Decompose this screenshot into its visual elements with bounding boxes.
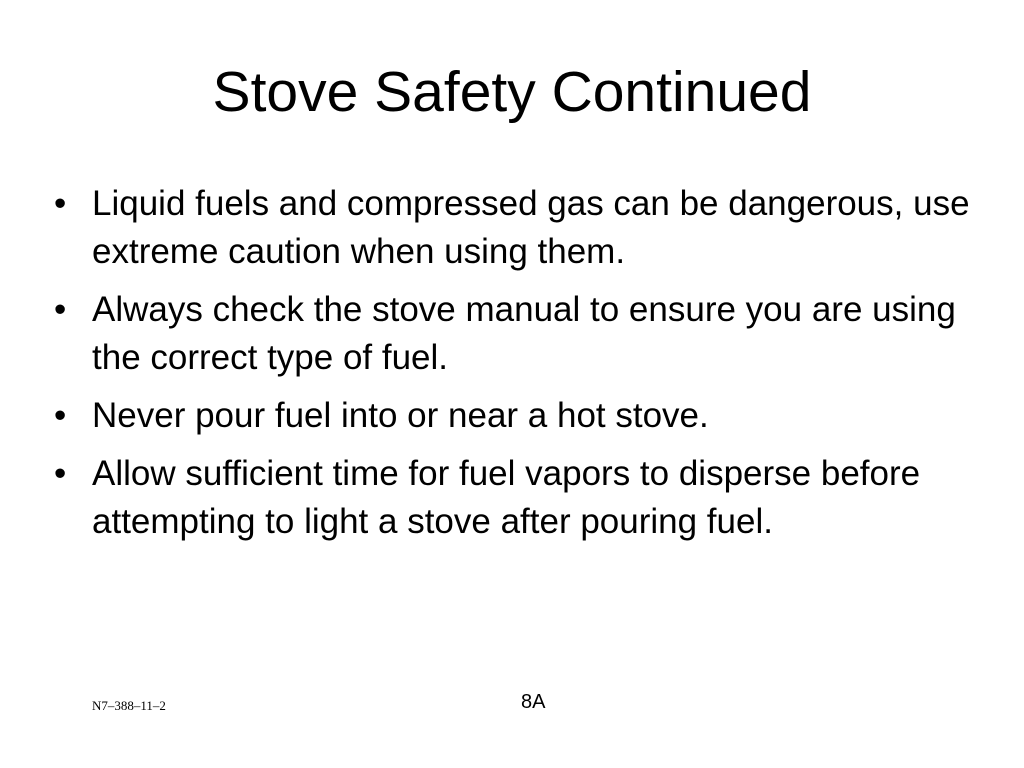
footer-code: N7–388–11–2: [92, 698, 166, 713]
slide-title: Stove Safety Continued: [212, 60, 812, 124]
bullet-item-fuel-vapors: [52, 450, 992, 546]
bullet-icon: •: [54, 184, 67, 223]
bullet-icon: •: [54, 290, 67, 329]
bullet-item-hot-stove: [52, 392, 992, 440]
bullet-icon: •: [54, 396, 67, 435]
bullet-text: Liquid fuels and compressed gas can be dangerous, use extreme caution when using them.: [92, 184, 970, 271]
bullet-text: Always check the stove manual to ensure you are using the correct type of fuel.: [92, 290, 956, 377]
bullet-item-stove-manual: [52, 286, 992, 382]
bullet-icon: •: [54, 454, 67, 493]
bullet-text: Never pour fuel into or near a hot stove.: [92, 396, 709, 435]
bullet-item-liquid-fuels: [52, 180, 992, 276]
slide-number: 8A: [521, 691, 546, 713]
bullet-list: [52, 180, 992, 556]
bullet-text: Allow sufficient time for fuel vapors to disperse before attempting to light a stove after pouring fuel.: [92, 454, 921, 541]
